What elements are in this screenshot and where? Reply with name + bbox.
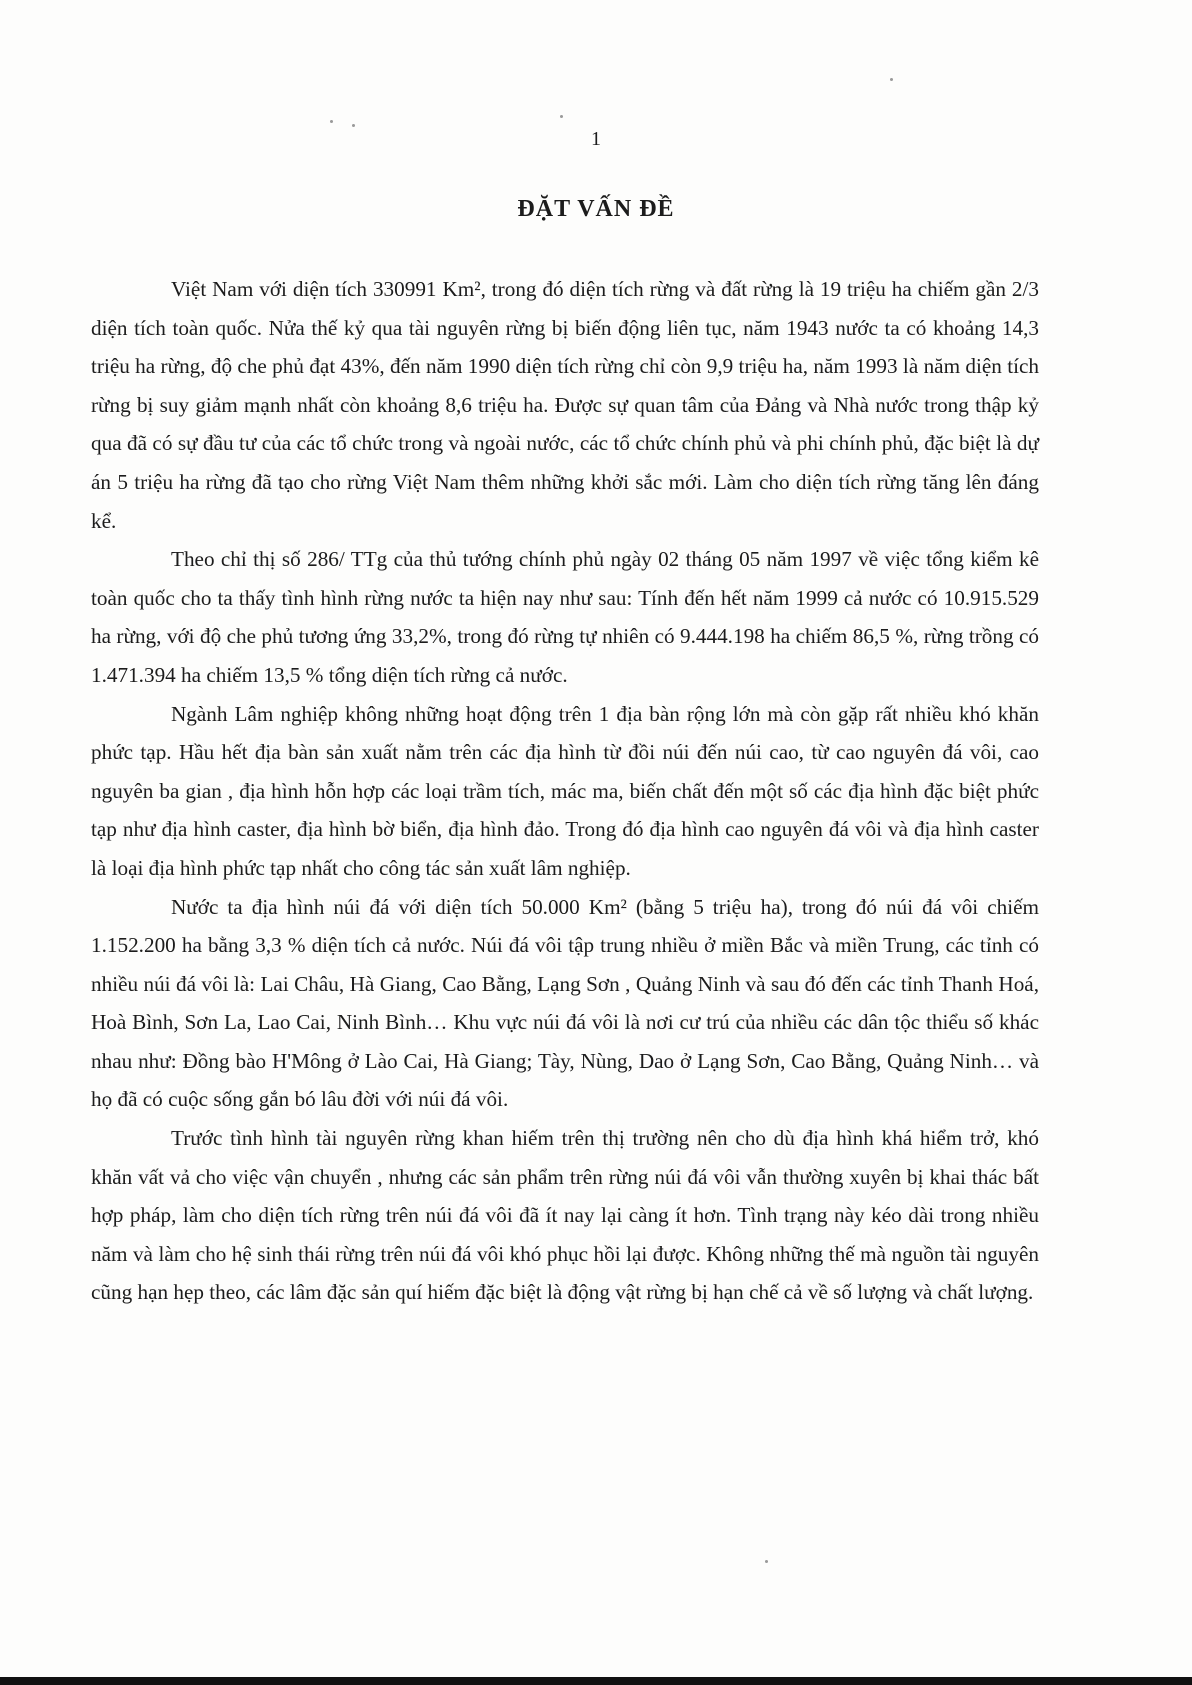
paragraph-2: Theo chỉ thị số 286/ TTg của thủ tướng chính phủ ngày 02 tháng 05 năm 1997 về việc tổng kiểm kê toàn quốc cho ta thấy tình hình rừng nước ta hiện nay như sau: Tính đến hết năm 1999 cả nước có 10.915.529 ha rừng, với độ che phủ tương ứng 33,2%, trong đó rừng tự nhiên có 9.444.198 ha chiếm 86,5 %, rừng trồng có 1.471.394 ha chiếm 13,5 % tổng diện tích rừng cả nước. — [91, 547, 1039, 687]
scan-speck — [765, 1560, 768, 1563]
paragraph-3: Ngành Lâm nghiệp không những hoạt động trên 1 địa bàn rộng lớn mà còn gặp rất nhiều khó khăn phức tạp. Hầu hết địa bàn sản xuất nằm trên các địa hình từ đồi núi đến núi cao, từ cao nguyên đá vôi, cao nguyên ba gian , địa hình hỗn hợp các loại trầm tích, mác ma, biến chất đến một số các địa hình đặc biệt phức tạp như địa hình caster, địa hình bờ biển, địa hình đảo. Trong đó địa hình cao nguyên đá vôi và địa hình caster là loại địa hình phức tạp nhất cho công tác sản xuất lâm nghiệp. — [91, 701, 1039, 880]
paragraph-5: Trước tình hình tài nguyên rừng khan hiếm trên thị trường nên cho dù địa hình khá hiểm trở, khó khăn vất vả cho việc vận chuyển , nhưng các sản phẩm trên rừng núi đá vôi vẫn thường xuyên bị khai thác bất hợp pháp, làm cho diện tích rừng trên núi đá vôi đã ít nay lại càng ít hơn. Tình trạng này kéo dài trong nhiều năm và làm cho hệ sinh thái rừng trên núi đá vôi khó phục hồi lại được. Không những thế mà nguồn tài nguyên cũng hạn hẹp theo, các lâm đặc sản quí hiếm đặc biệt là động vật rừng bị hạn chế cả về số lượng và chất lượng. — [91, 1126, 1039, 1305]
body-text — [91, 270, 1039, 1312]
paragraph-4: Nước ta địa hình núi đá với diện tích 50.000 Km² (bằng 5 triệu ha), trong đó núi đá vôi chiếm 1.152.200 ha bằng 3,3 % diện tích cả nước. Núi đá vôi tập trung nhiều ở miền Bắc và miền Trung, các tỉnh có nhiều núi đá vôi là: Lai Châu, Hà Giang, Cao Bằng, Lạng Sơn , Quảng Ninh và sau đó đến các tỉnh Thanh Hoá, Hoà Bình, Sơn La, Lao Cai, Ninh Bình… Khu vực núi đá vôi là nơi cư trú của nhiều các dân tộc thiểu số khác nhau như: Đồng bào H'Mông ở Lào Cai, Hà Giang; Tày, Nùng, Dao ở Lạng Sơn, Cao Bằng, Quảng Ninh… và họ đã có cuộc sống gắn bó lâu đời với núi đá vôi. — [91, 894, 1039, 1112]
scan-bottom-edge — [0, 1677, 1192, 1685]
scan-speck — [560, 115, 563, 118]
page-number: 1 — [591, 128, 601, 150]
scan-speck — [352, 124, 355, 127]
scan-speck — [330, 120, 333, 123]
paragraph-1: Việt Nam với diện tích 330991 Km², trong đó diện tích rừng và đất rừng là 19 triệu ha chiếm gần 2/3 diện tích toàn quốc. Nửa thế kỷ qua tài nguyên rừng bị biến động liên tục, năm 1943 nước ta có khoảng 14,3 triệu ha rừng, độ che phủ đạt 43%, đến năm 1990 diện tích rừng chỉ còn 9,9 triệu ha, năm 1993 là năm diện tích rừng bị suy giảm mạnh nhất còn khoảng 8,6 triệu ha. Được sự quan tâm của Đảng và Nhà nước trong thập kỷ qua đã có sự đầu tư của các tổ chức trong và ngoài nước, các tổ chức chính phủ và phi chính phủ, đặc biệt là dự án 5 triệu ha rừng đã tạo cho rừng Việt Nam thêm những khởi sắc mới. Làm cho diện tích rừng tăng lên đáng kể. — [91, 277, 1039, 533]
page-title: ĐẶT VẤN ĐỀ — [517, 196, 675, 222]
scan-speck — [890, 78, 893, 81]
